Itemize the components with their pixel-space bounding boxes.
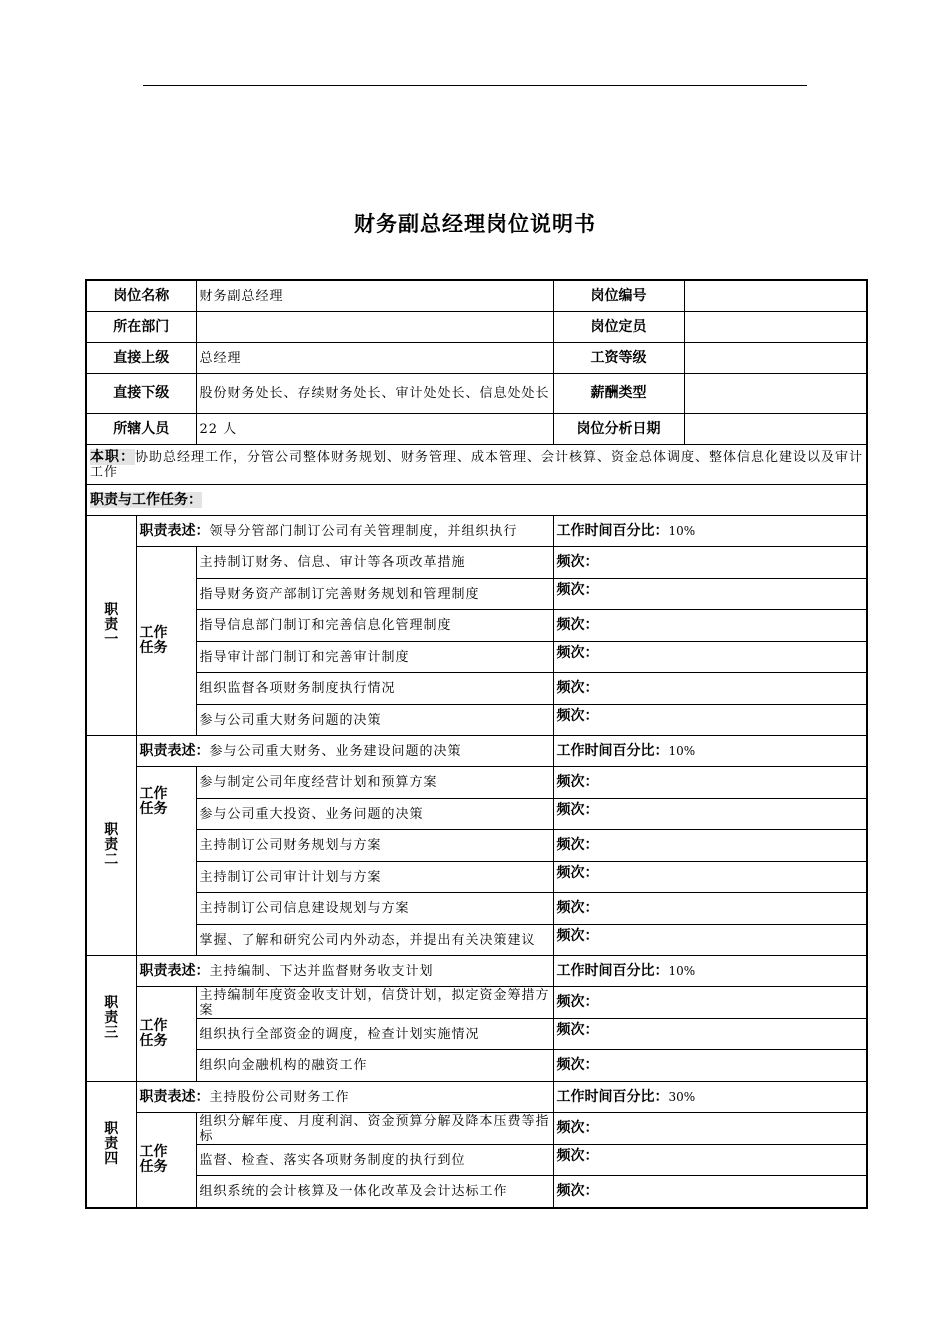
core-duty-label: 本职： [90, 448, 135, 465]
time-pct-label: 工作时间百分比： [556, 522, 669, 539]
frequency-label: 频次： [556, 1182, 599, 1199]
managed-staff-value: 22 人 [196, 414, 553, 445]
time-pct-value: 30% [668, 1089, 696, 1104]
frequency-cell [553, 642, 867, 673]
staffing-value [684, 312, 867, 343]
subordinate-label: 直接下级 [86, 374, 196, 414]
duty-statement: 主持编制、下达并监督财务收支计划 [209, 963, 434, 979]
core-duty-text: 协助总经理工作，分管公司整体财务规划、财务管理、成本管理、会计核算、资金总体调度、整体信息化建设以及审计工作 [90, 449, 864, 480]
salary-type-label: 薪酬类型 [553, 374, 684, 414]
managed-staff-label: 所辖人员 [86, 414, 196, 445]
position-code-label: 岗位编号 [553, 280, 684, 312]
task-item: 参与公司重大财务问题的决策 [196, 705, 553, 736]
task-item: 组织系统的会计核算及一体化改革及会计达标工作 [196, 1176, 553, 1208]
staffing-label: 岗位定员 [553, 312, 684, 343]
time-pct-label: 工作时间百分比： [556, 742, 669, 759]
frequency-cell [553, 767, 867, 799]
duty-time-cell [553, 1082, 867, 1113]
time-pct-label: 工作时间百分比： [556, 962, 669, 979]
duty-statement-cell [136, 736, 553, 767]
frequency-cell [553, 673, 867, 705]
task-item: 参与公司重大投资、业务问题的决策 [196, 799, 553, 830]
time-pct-value: 10% [668, 743, 696, 758]
task-item: 主持制订公司财务规划与方案 [196, 830, 553, 862]
duty-name: 职 责 四 [86, 1082, 136, 1208]
duty-statement-label: 职责表述： [139, 522, 210, 539]
task-item: 主持制订公司审计计划与方案 [196, 862, 553, 893]
frequency-cell [553, 1019, 867, 1050]
frequency-label: 频次： [556, 582, 599, 598]
salary-grade-value [684, 343, 867, 374]
frequency-cell [553, 799, 867, 830]
time-pct-label: 工作时间百分比： [556, 1088, 669, 1105]
frequency-cell [553, 1113, 867, 1145]
frequency-label: 频次： [556, 1057, 599, 1073]
frequency-label: 频次： [556, 837, 599, 853]
frequency-label: 频次： [556, 1148, 599, 1164]
frequency-cell [553, 893, 867, 925]
frequency-label: 频次： [556, 680, 599, 696]
duty-statement: 主持股份公司财务工作 [209, 1089, 350, 1105]
task-item: 掌握、了解和研究公司内外动态，并提出有关决策建议 [196, 925, 553, 956]
task-item: 主持编制年度资金收支计划，信贷计划，拟定资金筹措方案 [196, 987, 553, 1019]
salary-type-value [684, 374, 867, 414]
superior-value: 总经理 [196, 343, 553, 374]
frequency-label: 频次： [556, 900, 599, 916]
task-item: 组织分解年度、月度利润、资金预算分解及降本压费等指标 [196, 1113, 553, 1145]
frequency-label: 频次： [556, 865, 599, 881]
duty-statement-cell [136, 516, 553, 547]
job-description-table [85, 279, 868, 1209]
work-tasks-label: 工作 任务 [136, 987, 196, 1082]
duty-name: 职 责 三 [86, 956, 136, 1082]
duty-statement-cell [136, 956, 553, 987]
frequency-cell [553, 1050, 867, 1082]
duty-statement-label: 职责表述： [139, 962, 210, 979]
work-tasks-label: 工作 任务 [136, 767, 196, 956]
frequency-cell [553, 987, 867, 1019]
core-duty-cell [86, 445, 867, 485]
duties-header-cell [86, 485, 867, 516]
department-label: 所在部门 [86, 312, 196, 343]
duty-time-cell [553, 736, 867, 767]
duty-time-cell [553, 956, 867, 987]
duties-header: 职责与工作任务： [90, 491, 202, 508]
frequency-cell [553, 1145, 867, 1176]
frequency-label: 频次： [556, 554, 599, 570]
duties-section [86, 516, 867, 1208]
duty-statement: 参与公司重大财务、业务建设问题的决策 [209, 743, 462, 759]
position-code-value [684, 280, 867, 312]
work-tasks-label: 工作 任务 [136, 1113, 196, 1208]
work-tasks-label: 工作 任务 [136, 547, 196, 736]
frequency-cell [553, 547, 867, 579]
frequency-cell [553, 1176, 867, 1208]
duty-statement-label: 职责表述： [139, 1088, 210, 1105]
frequency-label: 频次： [556, 802, 599, 818]
duty-name: 职 责 二 [86, 736, 136, 956]
frequency-label: 频次： [556, 617, 599, 633]
time-pct-value: 10% [668, 963, 696, 978]
frequency-label: 频次： [556, 928, 599, 944]
frequency-label: 频次： [556, 708, 599, 724]
duty-statement-cell [136, 1082, 553, 1113]
frequency-label: 频次： [556, 1022, 599, 1038]
task-item: 监督、检查、落实各项财务制度的执行到位 [196, 1145, 553, 1176]
frequency-label: 频次： [556, 994, 599, 1010]
task-item: 参与制定公司年度经营计划和预算方案 [196, 767, 553, 799]
document-title: 财务副总经理岗位说明书 [354, 212, 596, 236]
frequency-label: 频次： [556, 774, 599, 790]
task-item: 指导信息部门制订和完善信息化管理制度 [196, 610, 553, 642]
task-item: 组织向金融机构的融资工作 [196, 1050, 553, 1082]
frequency-cell [553, 925, 867, 956]
frequency-cell [553, 610, 867, 642]
duty-statement: 领导分管部门制订公司有关管理制度，并组织执行 [209, 523, 518, 539]
duty-name: 职 责 一 [86, 516, 136, 736]
frequency-label: 频次： [556, 645, 599, 661]
superior-label: 直接上级 [86, 343, 196, 374]
frequency-cell [553, 705, 867, 736]
task-item: 组织监督各项财务制度执行情况 [196, 673, 553, 705]
frequency-cell [553, 579, 867, 610]
header-rule [143, 85, 807, 86]
position-name-value: 财务副总经理 [196, 280, 553, 312]
frequency-label: 频次： [556, 1120, 599, 1136]
frequency-cell [553, 830, 867, 862]
subordinate-value: 股份财务处长、存续财务处长、审计处处长、信息处处长 [196, 374, 553, 414]
analysis-date-value [684, 414, 867, 445]
analysis-date-label: 岗位分析日期 [553, 414, 684, 445]
frequency-cell [553, 862, 867, 893]
salary-grade-label: 工资等级 [553, 343, 684, 374]
position-name-label: 岗位名称 [86, 280, 196, 312]
department-value [196, 312, 553, 343]
task-item: 指导审计部门制订和完善审计制度 [196, 642, 553, 673]
task-item: 指导财务资产部制订完善财务规划和管理制度 [196, 579, 553, 610]
time-pct-value: 10% [668, 523, 696, 538]
task-item: 主持制订公司信息建设规划与方案 [196, 893, 553, 925]
task-item: 组织执行全部资金的调度，检查计划实施情况 [196, 1019, 553, 1050]
duty-time-cell [553, 516, 867, 547]
task-item: 主持制订财务、信息、审计等各项改革措施 [196, 547, 553, 579]
duty-statement-label: 职责表述： [139, 742, 210, 759]
